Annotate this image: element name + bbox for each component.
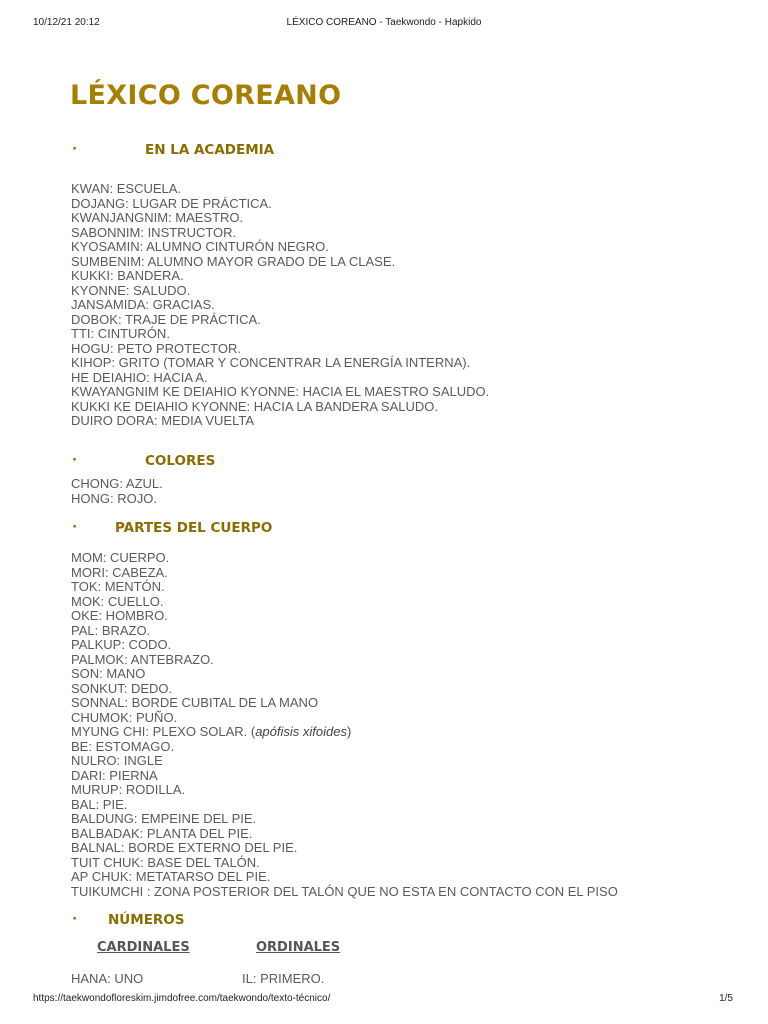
list-item: CHUMOK: PUÑO. [71,709,178,725]
list-item: DARI: PIERNA [71,767,158,783]
section-title: EN LA ACADEMIA [145,142,275,158]
list-item: KYOSAMIN: ALUMNO CINTURÓN NEGRO. [71,239,329,254]
list-item: MOK: CUELLO. [71,593,164,609]
list-item: KUKKI KE DEIAHIO KYONNE: HACIA LA BANDERA SALUDO. [71,398,439,414]
list-item: KWAYANGNIM KE DEIAHIO KYONNE: HACIA EL MAESTRO SALUDO. [71,384,490,399]
list-item: PALMOK: ANTEBRAZO. [71,651,214,667]
list-item: KUKKI: BANDERA. [71,268,184,283]
cardinales-heading: CARDINALES [97,940,190,955]
list-item: DOJANG: LUGAR DE PRÁCTICA. [71,195,272,211]
page-title: LÉXICO COREANO [70,80,342,111]
ordinales-heading: ORDINALES [256,940,341,955]
list-item-text: MYUNG CHI: PLEXO SOLAR. ( [71,724,256,739]
list-item: PAL: BRAZO. [71,622,151,638]
list-item: TOK: MENTÓN. [71,579,165,594]
print-header [0,17,768,31]
list-item: JANSAMIDA: GRACIAS. [71,297,215,312]
list-item: KWAN: ESCUELA. [71,181,182,196]
list-item: CHONG: AZUL. [71,476,163,491]
list-item: DUIRO DORA: MEDIA VUELTA [71,413,254,428]
cardinal-value: HANA: UNO [71,971,144,986]
list-item: SON: MANO [71,666,146,681]
closing-paren: ) [346,724,352,739]
colores-list [71,477,163,506]
list-item: HOGU: PETO PROTECTOR. [71,340,241,356]
list-item: BE: ESTOMAGO. [71,738,175,754]
list-item: TUIT CHUK: BASE DEL TALÓN. [71,854,260,870]
section-title: PARTES DEL CUERPO [115,520,273,536]
print-page-title: LÉXICO COREANO - Taekwondo - Hapkido [286,17,482,28]
list-item: BALNAL: BORDE EXTERNO DEL PIE. [71,840,298,855]
bullet: · [72,911,78,927]
list-item: SUMBENIM: ALUMNO MAYOR GRADO DE LA CLASE. [71,253,396,269]
list-item: TTI: CINTURÓN. [71,326,170,341]
ordinal-value: IL: PRIMERO. [242,971,325,986]
list-item: HONG: ROJO. [71,490,157,506]
bullet: · [72,519,78,535]
list-item: PALKUP: CODO. [71,637,172,652]
print-footer [0,993,768,1007]
list-item: SABONNIM: INSTRUCTOR. [71,224,237,240]
list-item: SONNAL: BORDE CUBITAL DE LA MANO [71,695,319,710]
list-item: BALDUNG: EMPEINE DEL PIE. [71,811,257,826]
list-item: MORI: CABEZA. [71,564,168,580]
cuerpo-list [71,551,618,899]
list-item: OKE: HOMBRO. [71,608,168,623]
bullet: · [72,452,78,468]
section-title: COLORES [145,453,216,469]
list-item: MOM: CUERPO. [71,550,170,565]
bullet: · [72,141,78,157]
page-number: 1/5 [719,993,733,1004]
section-title: NÚMEROS [108,912,185,928]
list-item: KWANJANGNIM: MAESTRO. [71,210,244,225]
list-item: MURUP: RODILLA. [71,782,186,797]
print-date: 10/12/21 20:12 [33,17,100,28]
list-item: BAL: PIE. [71,796,128,812]
list-item: DOBOK: TRAJE DE PRÁCTICA. [71,311,261,327]
list-item: NULRO: INGLE [71,753,163,768]
academia-list [71,182,489,429]
list-item: SONKUT: DEDO. [71,680,173,696]
list-item: KIHOP: GRITO (TOMAR Y CONCENTRAR LA ENERGÍA INTERNA). [71,355,471,370]
list-item: AP CHUK: METATARSO DEL PIE. [71,869,271,884]
list-item: TUIKUMCHI : ZONA POSTERIOR DEL TALÓN QUE NO ESTA EN CONTACTO CON EL PISO [71,883,618,899]
list-item: HE DEIAHIO: HACIA A. [71,369,208,385]
list-item-italic-note: apófisis xifoides [255,724,347,739]
list-item: KYONNE: SALUDO. [71,282,191,298]
source-url: https://taekwondofloreskim.jimdofree.com/taekwondo/texto-técnico/ [33,993,331,1004]
list-item [71,725,618,740]
list-item: BALBADAK: PLANTA DEL PIE. [71,825,253,841]
